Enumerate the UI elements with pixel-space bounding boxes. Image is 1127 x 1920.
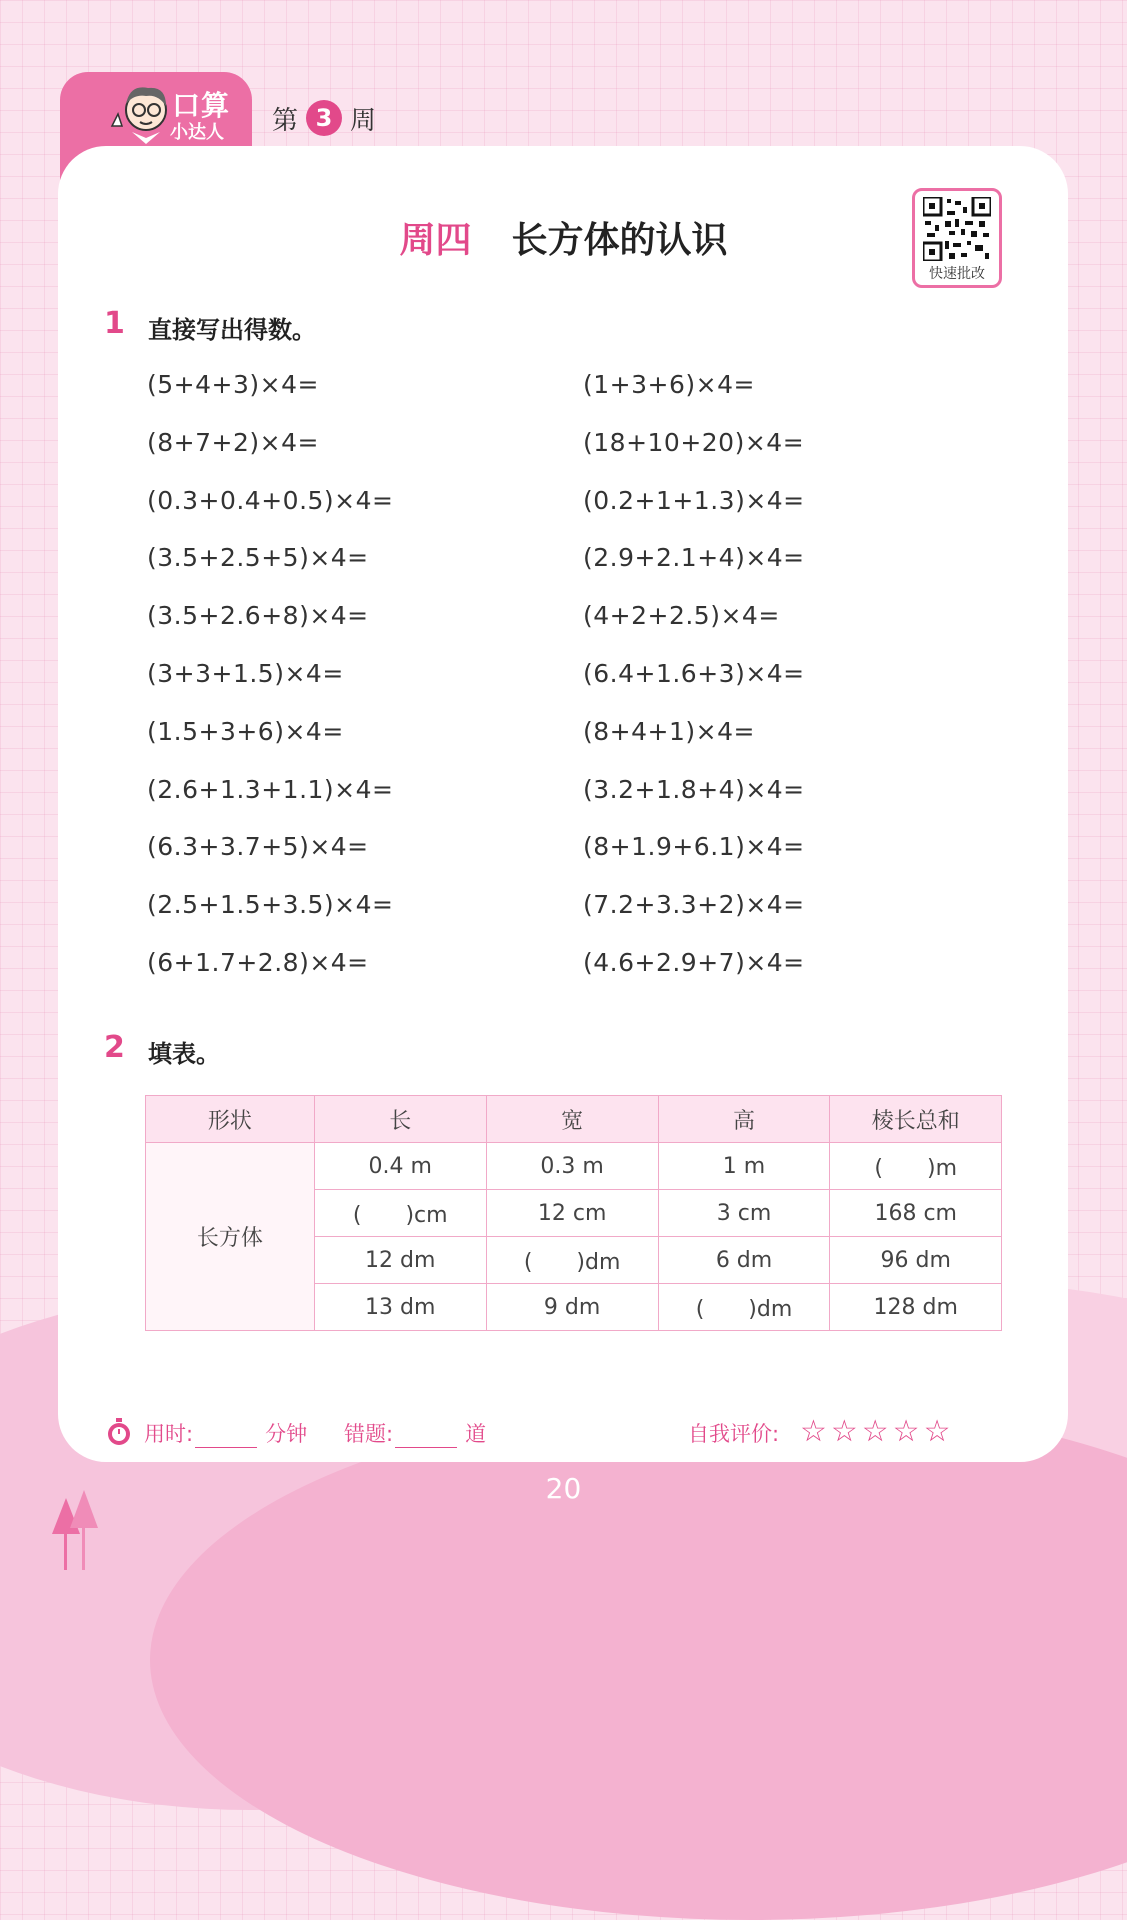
table-cell: 6 dm	[658, 1237, 830, 1284]
qr-code[interactable]	[912, 188, 1002, 288]
question-instruction: 直接写出得数。	[148, 316, 316, 344]
expression-item: (2.6+1.3+1.1)×4=	[147, 774, 394, 804]
expression-item: (7.2+3.3+2)×4=	[583, 890, 805, 920]
rating-stars[interactable]: ☆☆☆☆☆	[800, 1414, 955, 1449]
expression-item: (8+7+2)×4=	[147, 427, 319, 457]
table-cell: 168 cm	[830, 1190, 1002, 1237]
table-header: 长	[314, 1096, 486, 1143]
expression-item: (3.5+2.5+5)×4=	[147, 543, 369, 573]
expression-item: (6+1.7+2.8)×4=	[147, 948, 369, 977]
question-number: 1	[104, 306, 125, 341]
week-label	[272, 100, 376, 136]
errors-unit: 道	[465, 1422, 487, 1446]
tree-icon	[52, 1490, 98, 1570]
table-cell: 96 dm	[830, 1237, 1002, 1284]
expression-item: (18+10+20)×4=	[583, 427, 805, 457]
expression-item: (1+3+6)×4=	[583, 370, 755, 399]
expression-item: (6.4+1.6+3)×4=	[583, 659, 805, 688]
expression-item: (0.3+0.4+0.5)×4=	[147, 485, 394, 515]
errors-input[interactable]	[395, 1425, 457, 1448]
answer-blank-cell[interactable]: ( )cm	[314, 1190, 486, 1237]
time-unit: 分钟	[265, 1422, 308, 1446]
qr-code-icon	[923, 197, 991, 261]
question-number: 2	[104, 1030, 125, 1065]
expression-item: (8+1.9+6.1)×4=	[583, 832, 805, 862]
table-cell: 1 m	[658, 1143, 830, 1190]
week-number: 3	[306, 100, 342, 136]
table-header: 棱长总和	[830, 1096, 1002, 1143]
expression-item: (2.5+1.5+3.5)×4=	[147, 890, 394, 920]
expression-item: (4+2+2.5)×4=	[583, 601, 780, 631]
table-header: 形状	[146, 1096, 315, 1143]
week-prefix: 第	[272, 105, 299, 136]
qr-label: 快速批改	[929, 266, 985, 282]
table-row	[146, 1143, 1002, 1190]
question-instruction: 填表。	[148, 1040, 220, 1068]
expression-item: (4.6+2.9+7)×4=	[583, 948, 805, 977]
answer-blank-cell[interactable]: ( )m	[830, 1143, 1002, 1190]
answer-blank-cell[interactable]: ( )dm	[486, 1237, 658, 1284]
week-suffix: 周	[350, 105, 377, 136]
table-cell: 12 dm	[314, 1237, 486, 1284]
expression-item: (1.5+3+6)×4=	[147, 716, 344, 746]
shape-cell: 长方体	[146, 1143, 315, 1331]
title-day: 周四	[399, 220, 472, 261]
expression-item: (3+3+1.5)×4=	[147, 659, 344, 688]
fill-table	[145, 1095, 1002, 1331]
expression-item: (2.9+2.1+4)×4=	[583, 543, 805, 573]
expression-item: (6.3+3.7+5)×4=	[147, 832, 369, 862]
stopwatch-icon	[106, 1418, 132, 1446]
table-cell: 3 cm	[658, 1190, 830, 1237]
expression-item: (0.2+1+1.3)×4=	[583, 485, 805, 515]
table-cell: 13 dm	[314, 1284, 486, 1331]
mascot-icon	[106, 80, 174, 150]
errors-field	[344, 1418, 486, 1448]
table-header-row	[146, 1096, 1002, 1143]
table-cell: 9 dm	[486, 1284, 658, 1331]
title-topic: 长方体的认识	[511, 220, 728, 261]
expression-item: (5+4+3)×4=	[147, 370, 319, 399]
table-header: 宽	[486, 1096, 658, 1143]
table-cell: 0.3 m	[486, 1143, 658, 1190]
expression-item: (3.2+1.8+4)×4=	[583, 774, 805, 804]
badge-subtitle: 小达人	[170, 122, 224, 143]
time-input[interactable]	[195, 1425, 257, 1448]
errors-label: 错题:	[344, 1422, 394, 1446]
table-cell: 128 dm	[830, 1284, 1002, 1331]
table-header: 高	[658, 1096, 830, 1143]
expression-item: (3.5+2.6+8)×4=	[147, 601, 369, 631]
answer-blank-cell[interactable]: ( )dm	[658, 1284, 830, 1331]
table-cell: 0.4 m	[314, 1143, 486, 1190]
table-cell: 12 cm	[486, 1190, 658, 1237]
time-field	[144, 1418, 307, 1448]
expression-item: (8+4+1)×4=	[583, 716, 755, 746]
badge-title: 口算	[172, 89, 231, 122]
page-number: 20	[545, 1472, 582, 1505]
time-label: 用时:	[144, 1422, 194, 1446]
rating-label: 自我评价:	[688, 1422, 780, 1446]
